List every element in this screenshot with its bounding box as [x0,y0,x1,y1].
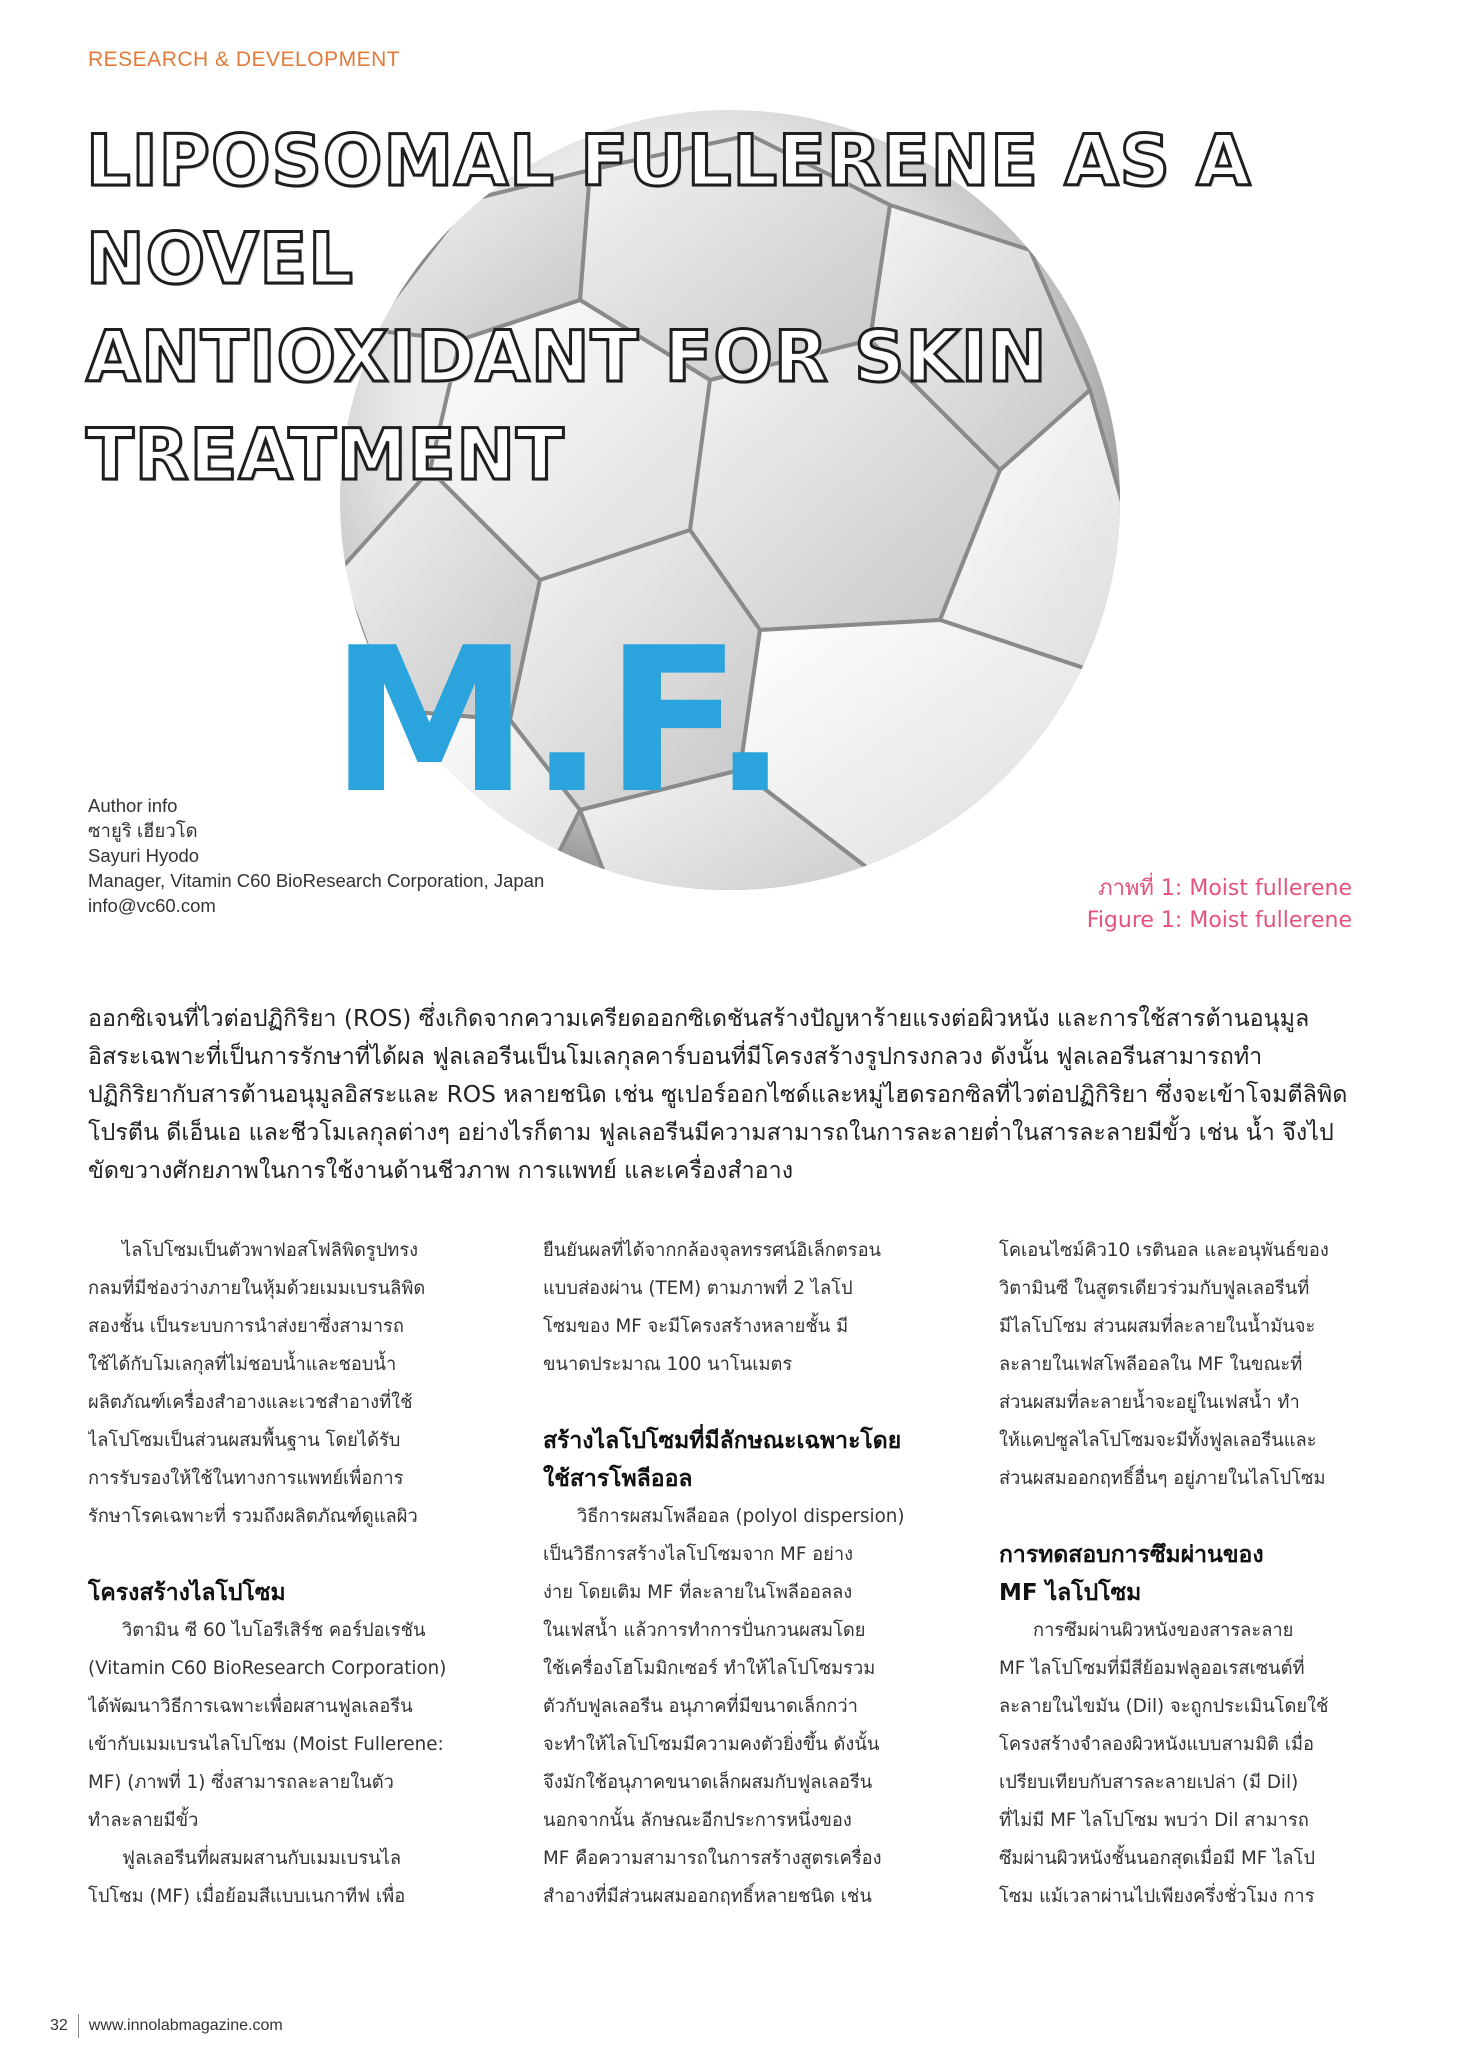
lead-paragraph [88,1000,1394,1190]
body-line: เปรียบเทียบกับสารละลายเปล่า (มี Dil) [999,1772,1299,1793]
author-email: info@vc60.com [88,895,216,916]
page-footer [50,2014,283,2038]
body-line: MF คือความสามารถในการสร้างสูตรเครื่อง [543,1848,882,1869]
section-heading-polyol-cont: ใช้สารโพลีออล [543,1466,693,1492]
author-name-th: ซายูริ เฮียวโด [88,820,198,841]
body-line: โซม แม้เวลาผ่านไปเพียงครึ่งชั่วโมง การ [999,1886,1315,1907]
body-line: เข้ากับเมมเบรนไลโปโซม (Moist Fullerene: [88,1734,444,1755]
body-line: MF) (ภาพที่ 1) ซึ่งสามารถละลายในตัว [88,1772,394,1793]
footer-url[interactable]: www.innolabmagazine.com [88,2017,283,2034]
body-line: วิตามินซี ในสูตรเดียวร่วมกับฟูลเลอรีนที่ [999,1278,1310,1299]
section-label: RESEARCH & DEVELOPMENT [88,48,401,71]
page-number: 32 [50,2017,68,2034]
section-heading-polyol: สร้างไลโปโซมที่มีลักษณะเฉพาะโดย [543,1428,902,1454]
body-line: ฟูลเลอรีนที่ผสมผสานกับเมมเบรนไล [122,1848,402,1869]
body-line: ส่วนผสมออกฤทธิ์อื่นๆ อยู่ภายในไลโปโซม [999,1468,1326,1489]
body-line: ไลโปโซมเป็นตัวพาฟอสโฟลิพิดรูปทรง [122,1240,419,1261]
body-line: ง่าย โดยเติม MF ที่ละลายในโพลีออลลง [543,1582,853,1603]
body-line: นอกจากนั้น ลักษณะอีกประการหนึ่งของ [543,1810,852,1831]
body-line: ยืนยันผลที่ได้จากกล้องจุลทรรศน์อิเล็กตรอน [543,1240,882,1261]
body-line: ผลิตภัณฑ์เครื่องสำอางและเวชสำอางที่ใช้ [88,1392,413,1413]
lead-line: ออกซิเจนที่ไวต่อปฏิกิริยา (ROS) ซึ่งเกิดจากความเครียดออกซิเดชันสร้างปัญหาร้ายแรงต่อผิวหนัง และการใช้สารต้านอนุมูล [88,1005,1310,1032]
article-title [86,112,1406,504]
section-heading-permeation-test-cont: MF ไลโปโซม [999,1580,1142,1606]
body-line: กลมที่มีช่องว่างภายในหุ้มด้วยเมมเบรนลิพิด [88,1278,426,1299]
figure-caption [1087,873,1352,937]
body-line: ให้แคปซูลไลโปโซมจะมีทั้งฟูลเลอรีนและ [999,1430,1317,1451]
lead-line: ขัดขวางศักยภาพในการใช้งานด้านชีวภาพ การแพทย์ และเครื่องสำอาง [88,1157,794,1184]
body-line: ในเฟสน้ำ แล้วการทำการปั่นกวนผสมโดย [543,1620,866,1641]
body-line: เป็นวิธีการสร้างไลโปโซมจาก MF อย่าง [543,1544,854,1565]
body-line: รักษาโรคเฉพาะที่ รวมถึงผลิตภัณฑ์ดูแลผิว [88,1506,418,1527]
lead-line: ปฏิกิริยากับสารต้านอนุมูลอิสระและ ROS หลายชนิด เช่น ซูเปอร์ออกไซด์และหมู่ไฮดรอกซิลที่ไวต่อปฏิกิริยา ซึ่งจะเข้าโจมตีลิพิด [88,1081,1348,1108]
mf-logo: M.F. [330,605,789,838]
body-line: แบบส่องผ่าน (TEM) ตามภาพที่ 2 ไลโป [543,1278,853,1299]
body-line: โซมของ MF จะมีโครงสร้างหลายชั้น มี [543,1316,849,1337]
article-column-1 [88,1232,468,1916]
body-line: โครงสร้างจำลองผิวหนังแบบสามมิติ เมื่อ [999,1734,1314,1755]
body-line: ไลโปโซมเป็นส่วนผสมพื้นฐาน โดยได้รับ [88,1430,401,1451]
body-line: วิธีการผสมโพลีออล (polyol dispersion) [577,1506,905,1527]
title-line-2: ANTIOXIDANT FOR SKIN TREATMENT [86,316,1048,496]
article-column-3 [999,1232,1379,1916]
body-line: ใช้ได้กับโมเลกุลที่ไม่ชอบน้ำและชอบน้ำ [88,1354,397,1375]
body-line: ทำละลายมีขั้ว [88,1810,199,1831]
lead-line: อิสระเฉพาะที่เป็นการรักษาที่ได้ผล ฟูลเลอรีนเป็นโมเลกุลคาร์บอนที่มีโครงสร้างรูปกรงกลวง ดังนั้น ฟูลเลอรีนสามารถทำ [88,1043,1263,1070]
body-line: ส่วนผสมที่ละลายน้ำจะอยู่ในเฟสน้ำ ทำ [999,1392,1300,1413]
body-line: ได้พัฒนาวิธีการเฉพาะเพื่อผสานฟูลเลอรีน [88,1696,413,1717]
author-heading: Author info [88,795,178,816]
footer-divider [78,2014,79,2038]
caption-en: Figure 1: Moist fullerene [1086,908,1352,933]
body-line: จึงมักใช้อนุภาคขนาดเล็กผสมกับฟูลเลอรีน [543,1772,873,1793]
author-info [88,793,648,918]
body-line: การรับรองให้ใช้ในทางการแพทย์เพื่อการ [88,1468,404,1489]
body-line: (Vitamin C60 BioResearch Corporation) [88,1658,447,1679]
title-line-1: LIPOSOMAL FULLERENE AS A NOVEL [86,120,1252,300]
body-line: ขนาดประมาณ 100 นาโนเมตร [543,1354,793,1375]
body-line: ซึมผ่านผิวหนังชั้นนอกสุดเมื่อมี MF ไลโป [999,1848,1315,1869]
author-role: Manager, Vitamin C60 BioResearch Corporation, Japan [88,870,545,891]
body-line: ตัวกับฟูลเลอรีน อนุภาคที่มีขนาดเล็กกว่า [543,1696,858,1717]
body-line: การซึมผ่านผิวหนังของสารละลาย [1033,1620,1294,1641]
body-line: โปโซม (MF) เมื่อย้อมสีแบบเนกาทีฟ เพื่อ [88,1886,406,1907]
section-heading-permeation-test: การทดสอบการซึมผ่านของ [999,1542,1264,1568]
body-line: มีไลโปโซม ส่วนผสมที่ละลายในน้ำมันจะ [999,1316,1316,1337]
lead-line: โปรตีน ดีเอ็นเอ และชีวโมเลกุลต่างๆ อย่างไรก็ตาม ฟูลเลอรีนมีความสามารถในการละลายต่ำในสารละลายมีขั้ว เช่น น้ำ จึงไป [88,1119,1334,1146]
caption-th: ภาพที่ 1: Moist fullerene [1098,876,1352,901]
body-line: จะทำให้ไลโปโซมมีความคงตัวยิ่งขึ้น ดังนั้น [543,1734,880,1755]
body-line: ใช้เครื่องโฮโมมิกเซอร์ ทำให้ไลโปโซมรวม [543,1658,876,1679]
body-line: ละลายในเฟสโพลีออลใน MF ในขณะที่ [999,1354,1303,1375]
body-line: ที่ไม่มี MF ไลโปโซม พบว่า Dil สามารถ [999,1810,1309,1831]
body-line: วิตามิน ซี 60 ไบโอรีเสิร์ช คอร์ปอเรชัน [122,1620,426,1641]
body-line: โคเอนไซม์คิว10 เรตินอล และอนุพันธ์ของ [999,1240,1329,1261]
body-line: ละลายในไขมัน (Dil) จะถูกประเมินโดยใช้ [999,1696,1329,1717]
body-line: สำอางที่มีส่วนผสมออกฤทธิ์หลายชนิด เช่น [543,1886,872,1907]
author-name-en: Sayuri Hyodo [88,845,200,866]
body-line: สองชั้น เป็นระบบการนำส่งยาซึ่งสามารถ [88,1316,404,1337]
section-heading-liposome-structure: โครงสร้างไลโปโซม [88,1580,286,1606]
body-line: MF ไลโปโซมที่มีสีย้อมฟลูออเรสเซนต์ที่ [999,1658,1305,1679]
article-column-2 [543,1232,923,1916]
